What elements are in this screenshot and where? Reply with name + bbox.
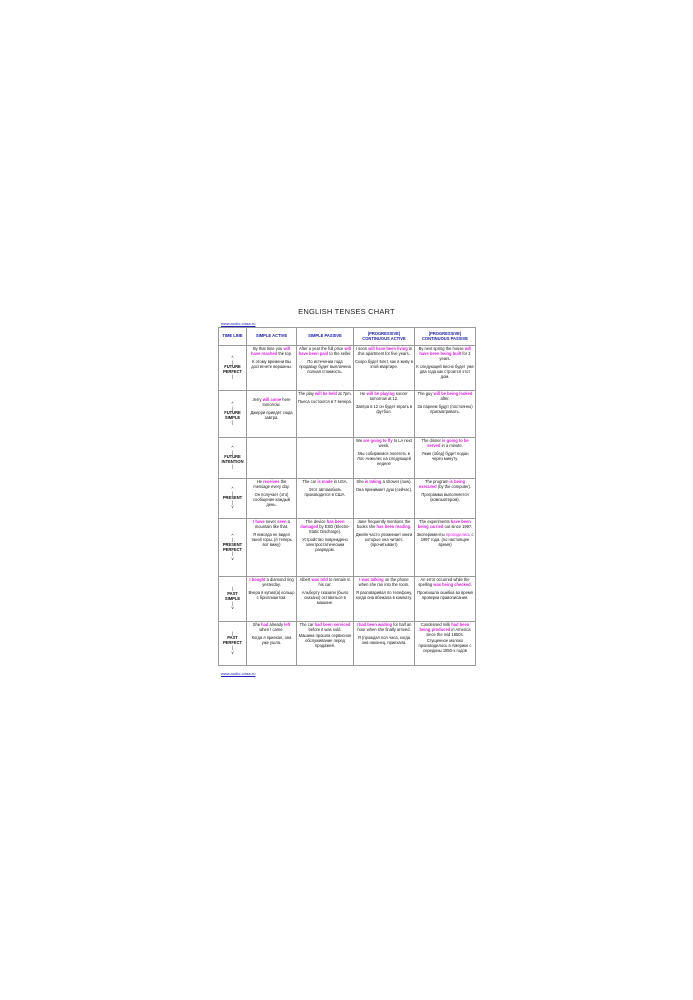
arrow-up-icon: ^	[231, 445, 234, 451]
arrow-up-icon: ^	[231, 486, 234, 492]
cell-simple-passive: After a year the full price will have been paid to the seller. По истечении года продавцу будет выплачена полная стоимость.	[297, 346, 354, 391]
cell-simple-passive	[297, 438, 354, 479]
tense-label: FUTURE PERFECT	[222, 364, 243, 375]
tense-label: PRESENT PERFECT	[222, 541, 243, 552]
arrow-bar-icon: |	[231, 374, 234, 380]
arrow-up-icon: ^	[231, 401, 234, 407]
table-row	[219, 577, 476, 622]
site-link-top[interactable]: www.audio-class.ru	[221, 321, 256, 326]
arrow-down-icon: v	[231, 504, 234, 510]
cell-simple-active: I have never seen a mountain like that. Я никогда не видел такой горы. (я теперь вот вижу)	[247, 519, 297, 577]
cell-simple-passive: The car is made in USA. Этот автомобиль производится в США.	[297, 479, 354, 519]
timeline-cell	[219, 479, 247, 519]
arrow-bar-icon: |	[231, 449, 234, 455]
page-title: ENGLISH TENSES CHART	[298, 307, 395, 316]
cell-continuous-passive: By next spring the house will have been being built for 2 years. К следующей весне будет уже два года как строится этот дом.	[415, 346, 476, 391]
cell-simple-passive: The device has been damaged by ESD (Electro-Static Discharge). Устройство повреждено электростатическим разрядом.	[297, 519, 354, 577]
timeline-cell	[219, 519, 247, 577]
tense-label: FUTURE SIMPLE	[224, 410, 241, 421]
cell-continuous-passive: The dinner is going to be served in a minute. Ужин (обед) будет подан через минуту.	[415, 438, 476, 479]
arrow-down-icon: v	[231, 555, 234, 561]
cell-continuous-passive: Condensed milk had been being produced in America since the mid 1850s. Сгущенное молоко производилось в Америке с середины 1850-х годов	[415, 622, 476, 666]
table-row	[219, 438, 476, 479]
cell-continuous-active: I was talking on the phone when she ran into the room. Я разговаривал по телефону, когда она вбежала в комнату.	[354, 577, 415, 622]
cell-simple-passive: The play will be held at 7pm. Пьеса состоится в 7 вечера.	[297, 391, 354, 438]
cell-continuous-passive: An error occurred while the spelling was being checked. Произошла ошибка во время проверки правописания.	[415, 577, 476, 622]
header-continuous-passive: (PROGRESSIVE) CONTINUOUS PASSIVE	[415, 328, 476, 346]
cell-continuous-passive: The guy will be being looked after. За парнем будут (постоянно) присматривать.	[415, 391, 476, 438]
arrow-bar-icon: |	[231, 586, 234, 592]
arrow-bar-icon: |	[231, 537, 234, 543]
cell-continuous-active: I had been waiting for half an hour when she finally arrived. Я (прождал пол часа, когда она наконец, приехала.	[354, 622, 415, 666]
header-time-line: TIME LINE	[219, 328, 247, 346]
site-link-bottom[interactable]: www.audio-class.ru	[221, 671, 256, 676]
arrow-bar-icon: |	[231, 600, 234, 606]
cell-simple-active: He receives the message every day. Он получает (это) сообщение каждый день.	[247, 479, 297, 519]
arrow-bar-icon: |	[231, 420, 234, 426]
arrow-down-icon: v	[231, 605, 234, 611]
header-continuous-active: (PROGRESSIVE) CONTINUOUS ACTIVE	[354, 328, 415, 346]
table-row	[219, 479, 476, 519]
cell-continuous-active: She is taking a shower (now). Она принимает душ (сейчас).	[354, 479, 415, 519]
timeline-cell	[219, 577, 247, 622]
cell-simple-active: Jerry will come here tomorrow. Джерри приедет сюда завтра.	[247, 391, 297, 438]
header-simple-active: SIMPLE ACTIVE	[247, 328, 297, 346]
tenses-table	[218, 327, 476, 666]
arrow-bar-icon: |	[231, 490, 234, 496]
arrow-up-icon: ^	[231, 355, 234, 361]
table-row	[219, 346, 476, 391]
cell-simple-active: I bought a diamond ring yesterday. Вчера я купил(а) кольцо с бриллиантом.	[247, 577, 297, 622]
cell-continuous-active: I soon will have been living in this apartment for five years. Скоро будет 5лет, как я живу в этой квартире.	[354, 346, 415, 391]
arrow-bar-icon: |	[231, 645, 234, 651]
arrow-bar-icon: |	[231, 499, 234, 505]
timeline-cell	[219, 346, 247, 391]
arrow-up-icon: ^	[231, 532, 234, 538]
cell-simple-active	[247, 438, 297, 479]
cell-simple-passive: Albert was told to remain in his car. Альберту сказали (было сказано) оставаться в машине.	[297, 577, 354, 622]
table-row	[219, 519, 476, 577]
header-simple-passive: SIMPLE PASSIVE	[297, 328, 354, 346]
arrow-bar-icon: |	[231, 359, 234, 365]
cell-simple-active: She had already left when I came. Когда я приехал, она уже ушла.	[247, 622, 297, 666]
arrow-bar-icon: |	[231, 464, 234, 470]
timeline-cell	[219, 391, 247, 438]
arrow-bar-icon: |	[231, 551, 234, 557]
arrow-bar-icon: |	[231, 630, 234, 636]
cell-continuous-passive: The program is being executed (by the computer). Программа выполняется (компьютером).	[415, 479, 476, 519]
cell-simple-passive: The car had been serviced before it was sold. Машина прошла сервисное обслуживание перед продажей.	[297, 622, 354, 666]
tense-label: PAST PERFECT	[222, 635, 243, 646]
table-row	[219, 622, 476, 666]
timeline-cell	[219, 438, 247, 479]
tense-label: FUTURE INTENTION	[221, 454, 244, 465]
tense-label: PAST SIMPLE	[224, 590, 241, 601]
cell-continuous-active: He will be playing soccer tomorrow at 12. Завтра в 12 он будет играть в футбол.	[354, 391, 415, 438]
table-row	[219, 391, 476, 438]
cell-continuous-passive: The experiments have been being carried out since 1997. Эксперименты проводились с 1997 года. (по настоящее время)	[415, 519, 476, 577]
arrow-bar-icon: |	[231, 405, 234, 411]
arrow-down-icon: v	[231, 649, 234, 655]
tense-label: PRESENT	[222, 495, 243, 501]
cell-continuous-active: We are going to fly to LA next week. Мы собираемся полететь в Лос-Анжелес на следующей неделе	[354, 438, 415, 479]
cell-simple-active: By that time you will have reached the top. К этому времени Вы достигнете вершины.	[247, 346, 297, 391]
cell-continuous-active: Jane frequently mentions the books she has been reading. Джейн часто упоминает книги которые она читает. (прочитывает)	[354, 519, 415, 577]
header-row	[219, 328, 476, 346]
timeline-cell	[219, 622, 247, 666]
